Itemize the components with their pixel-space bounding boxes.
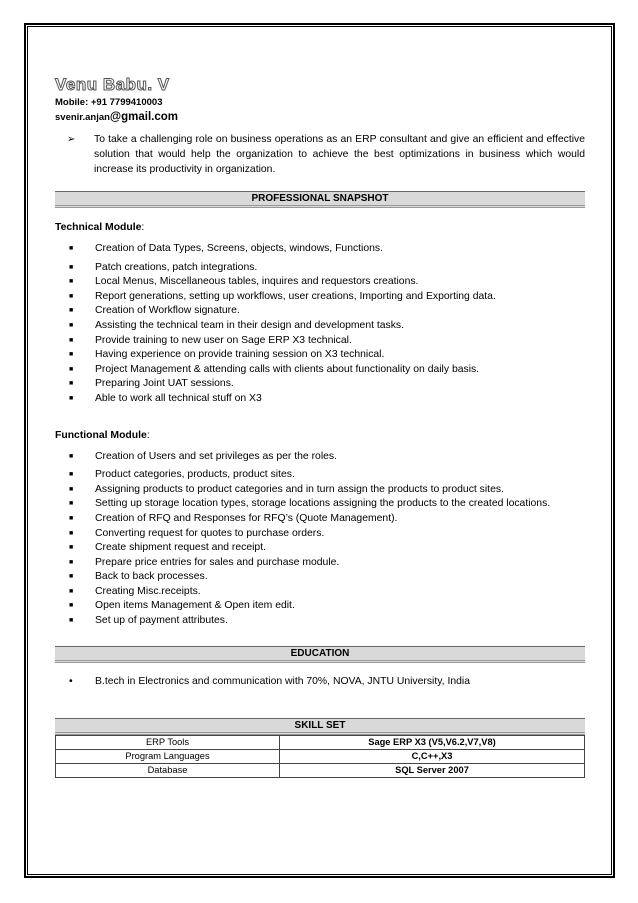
- list-item: [55, 334, 585, 349]
- functional-list: [55, 468, 585, 629]
- list-item-text: Able to work all technical stuff on X3: [95, 392, 262, 404]
- list-item-text: Back to back processes.: [95, 571, 208, 583]
- list-item-text: Project Management & attending calls with clients about functionality on daily basis.: [95, 363, 480, 375]
- list-item-text: Assigning products to product categories and in turn assign the products to product sites.: [95, 483, 504, 495]
- square-bullet-icon: ■: [69, 452, 74, 460]
- square-bullet-icon: ■: [69, 245, 74, 252]
- list-item-text: Report generations, setting up workflows, user creations, Importing and Exporting data.: [95, 290, 496, 302]
- list-item: [55, 483, 585, 498]
- list-item-text: Setting up storage location types, storage locations assigning the products to the created locations.: [95, 498, 551, 510]
- square-bullet-icon: ■: [69, 573, 74, 581]
- list-item: [55, 377, 585, 392]
- technical-module-colon: :: [141, 222, 145, 233]
- list-item: [55, 614, 585, 629]
- list-item: [55, 512, 585, 527]
- list-item-text: Assisting the technical team in their design and development tasks.: [95, 319, 405, 331]
- list-item-text: Creation of Users and set privileges as per the roles.: [95, 450, 337, 462]
- square-bullet-icon: ■: [69, 351, 74, 359]
- square-bullet-icon: ■: [69, 336, 74, 344]
- candidate-name: Venu Babu. V: [55, 75, 170, 94]
- list-item-text: Having experience on provide training session on X3 technical.: [95, 349, 385, 361]
- skill-value: SQL Server 2007: [280, 763, 585, 777]
- list-item-text: Open items Management & Open item edit.: [95, 600, 295, 612]
- list-item: [55, 556, 585, 571]
- education-item: [55, 676, 585, 687]
- list-item-text: Product categories, products, product sites.: [95, 469, 295, 481]
- list-item: [55, 319, 585, 334]
- list-item-text: Provide training to new user on Sage ERP X3 technical.: [95, 334, 352, 346]
- skill-value: Sage ERP X3 (V5,V6.2,V7,V8): [280, 735, 585, 749]
- technical-list: [55, 261, 585, 407]
- square-bullet-icon: ■: [69, 394, 74, 402]
- square-bullet-icon: ■: [69, 471, 74, 479]
- square-bullet-icon: ■: [69, 587, 74, 595]
- square-bullet-icon: ■: [69, 617, 74, 625]
- square-bullet-icon: ■: [69, 602, 74, 610]
- list-item-text: Patch creations, patch integrations.: [95, 261, 258, 273]
- list-item: [55, 585, 585, 600]
- skill-label: ERP Tools: [56, 735, 280, 749]
- list-item-text: Creation of Data Types, Screens, objects, windows, Functions.: [95, 243, 383, 254]
- email-address: [55, 110, 585, 124]
- list-item: [55, 570, 585, 585]
- email-user: svenir.anjan: [55, 112, 110, 123]
- list-item: [55, 363, 585, 378]
- dot-bullet-icon: •: [69, 675, 73, 687]
- skills-table: [55, 735, 585, 778]
- section-header-snapshot: PROFESSIONAL SNAPSHOT: [55, 191, 585, 208]
- arrow-bullet-icon: ➢: [67, 134, 76, 145]
- functional-module-heading: [55, 430, 585, 441]
- square-bullet-icon: ■: [69, 307, 74, 315]
- table-row: [56, 749, 585, 763]
- list-item: [55, 261, 585, 276]
- technical-module-label: Technical Module: [55, 222, 142, 233]
- resume-page: [55, 74, 585, 776]
- list-item: [55, 468, 585, 483]
- education-text: B.tech in Electronics and communication with 70%, NOVA, JNTU University, India: [95, 675, 470, 687]
- list-item-text: Creation of RFQ and Responses for RFQ’s (Quote Management).: [95, 512, 398, 524]
- skill-value: C,C++,X3: [280, 749, 585, 763]
- functional-list-first: [55, 450, 585, 465]
- square-bullet-icon: ■: [69, 500, 74, 508]
- list-item-text: Preparing Joint UAT sessions.: [95, 378, 234, 390]
- skill-label: Program Languages: [56, 749, 280, 763]
- functional-module-colon: :: [146, 429, 150, 441]
- list-item: [55, 242, 585, 257]
- square-bullet-icon: ■: [69, 292, 74, 300]
- list-item-text: Local Menus, Miscellaneous tables, inquires and requestors creations.: [95, 276, 419, 288]
- list-item: [55, 275, 585, 290]
- list-item: [55, 290, 585, 305]
- square-bullet-icon: ■: [69, 514, 74, 522]
- section-header-skillset: SKILL SET: [55, 718, 585, 735]
- square-bullet-icon: ■: [69, 321, 74, 329]
- list-item: [55, 599, 585, 614]
- square-bullet-icon: ■: [69, 485, 74, 493]
- list-item: [55, 527, 585, 542]
- list-item: [55, 497, 585, 512]
- table-row: [56, 735, 585, 749]
- square-bullet-icon: ■: [69, 365, 74, 373]
- square-bullet-icon: ■: [69, 558, 74, 566]
- list-item: [55, 392, 585, 407]
- technical-module-heading: [55, 222, 585, 233]
- mobile-number: Mobile: +91 7799410003: [55, 97, 163, 108]
- objective-text: To take a challenging role on business operations as an ERP consultant and give an efficient and effective solution that would help the organization to achieve the best optimizations in business which would increase its productivity in organization.: [94, 134, 585, 175]
- skill-label: Database: [56, 763, 280, 777]
- list-item: [55, 348, 585, 363]
- list-item-text: Create shipment request and receipt.: [95, 542, 266, 554]
- objective: [67, 132, 585, 177]
- list-item: [55, 541, 585, 556]
- square-bullet-icon: ■: [69, 278, 74, 286]
- list-item-text: Converting request for quotes to purchase orders.: [95, 527, 325, 539]
- list-item: [55, 304, 585, 319]
- table-row: [56, 763, 585, 777]
- list-item-text: Prepare price entries for sales and purchase module.: [95, 556, 340, 568]
- functional-module-label: Functional Module: [55, 429, 147, 441]
- square-bullet-icon: ■: [69, 263, 74, 271]
- section-header-education: EDUCATION: [55, 646, 585, 663]
- technical-list-first: [55, 242, 585, 257]
- square-bullet-icon: ■: [69, 380, 74, 388]
- list-item: [55, 450, 585, 465]
- list-item-text: Creation of Workflow signature.: [95, 305, 240, 317]
- square-bullet-icon: ■: [69, 529, 74, 537]
- email-domain: @gmail.com: [109, 111, 179, 123]
- list-item-text: Set up of payment attributes.: [95, 615, 228, 627]
- list-item-text: Creating Misc.receipts.: [95, 585, 201, 597]
- square-bullet-icon: ■: [69, 544, 74, 552]
